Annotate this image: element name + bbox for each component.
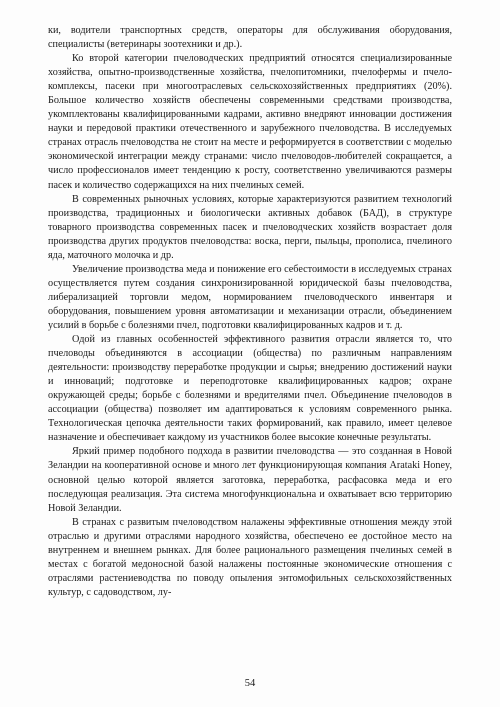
page-number: 54 [244, 678, 256, 689]
paragraph-continuation: ки, водители транспортных средств, операторы для обслуживания оборудования, специалисты (ветеринары зоотехники и др.). [48, 25, 452, 51]
paragraph-developed-countries: В странах с развитым пчеловодством налажены эффективные отношения между этой отраслью и другими отраслями народного хозяйства, обеспечено ее достойное место на внутреннем и внешнем рынках. Для более рационального размещения пчелиных семей в местах с богатой медоносной базой налажены постоянные экономические отношения с отраслями растениеводства по поводу опыления энтомофильных сельскохозяйственных культур, с садоводством, лу- [48, 516, 452, 598]
paragraph-honey-production: Увеличение производства меда и понижение его себестоимости в исследуемых странах осуществляется путем создания синхронизированной юридической базы пчеловодства, либерализацией торговли медом, нормированием пчеловодческого инвентаря и оборудования, повышением уровня автоматизации и механизации отрасли, объединением усилий в борьбе с болезнями пчел, подготовки квалифицированных кадров и т. д. [48, 263, 452, 331]
paragraph-second-category: Ко второй категории пчеловодческих предприятий относятся специализированные хозяйства, опытно-производственные хозяйства, пчелопитомники, пчелофермы и пчело-комплексы, пасеки при многоотраслевых сельскохозяйственных предприятиях (20%). Большое количество хозяйств обеспечены современными средствами производства, укомплектованы квалифицированными кадрами, активно внедряют инновации достижения науки и передовой практики отечественного и зарубежного пчеловодства. В исследуемых странах отрасль пчеловодства не стоит на месте и реформируется в соответствии с моделью экономической интеграции между странами: число пчеловодов-любителей сокращается, а число профессионалов имеет тенденцию к росту, соответственно увеличиваются размеры пасек и количество содержащихся на них пчелиных семей. [48, 53, 452, 191]
paragraph-market-conditions: В современных рыночных условиях, которые характеризуются развитием технологий производства, традиционных и биологически активных добавок (БАД), в структуре товарного производства современных пасек и пчеловодческих хозяйств возрастает доля производства других продуктов пчеловодства: воска, перги, пыльцы, прополиса, пчелиного яда, маточного молочка и др. [48, 193, 452, 261]
paragraph-associations: Одой из главных особенностей эффективного развития отрасли является то, что пчеловоды объединяются в ассоциации (общества) по различным направлениям деятельности: производству переработке продукции и сырья; внедрению достижений науки и инноваций; подготовке и переподготовке квалифицированных кадров; охране окружающей среды; борьбе с болезнями и вредителями пчел. Объединение пчеловодов в ассоциации (общества) позволяет им адаптироваться к условиям современного рынка. Технологическая цепочка деятельности таких формирований, как правило, имеет целевое назначение и обеспечивает каждому из участников более высокие конечные результаты. [48, 334, 452, 444]
paragraph-arataki-example: Яркий пример подобного подхода в развитии пчеловодства — это созданная в Новой Зеландии на кооперативной основе и много лет функционирующая компания Arataki Honey, основной целью которой является заготовка, переработка, расфасовка меда и его последующая реализация. Эта система многофункциональна и охватывает всю территорию Новой Зеландии. [48, 446, 452, 514]
body-text [48, 24, 452, 600]
